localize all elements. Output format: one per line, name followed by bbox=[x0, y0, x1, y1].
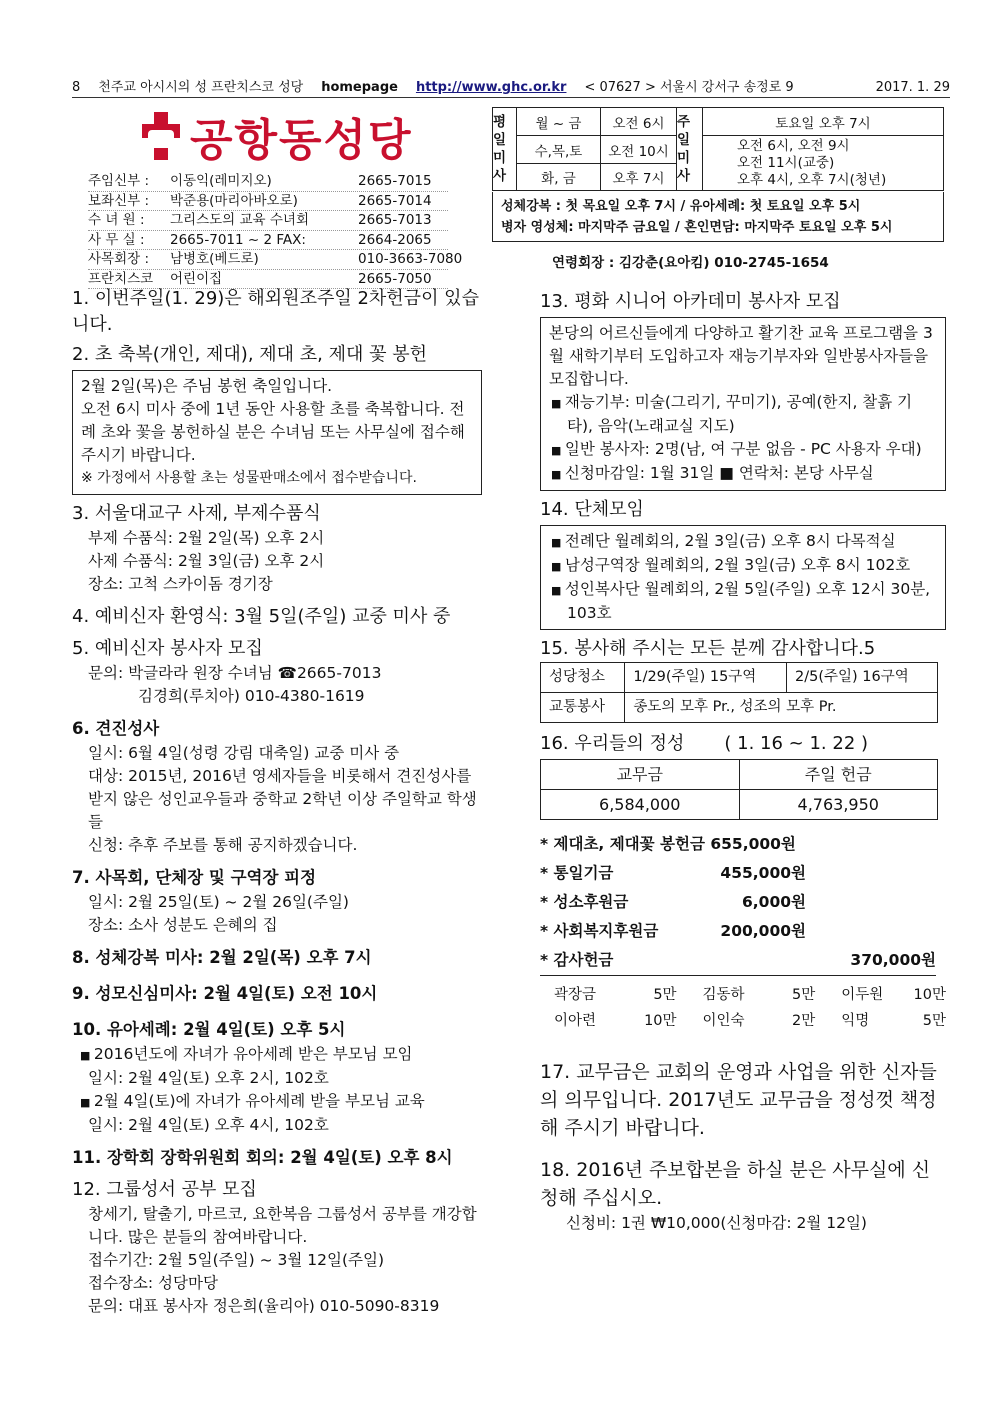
weekday-day-3: 화, 금 bbox=[517, 164, 601, 190]
table-cell: 4,763,950 bbox=[739, 790, 938, 820]
notice-5-title: 5. 예비신자 봉사자 모집 bbox=[72, 638, 263, 659]
table-cell: 1/29(주일) 15구역 bbox=[625, 663, 787, 693]
staff-role: 사 무 실 : bbox=[88, 231, 145, 248]
notice-16-range: ( 1. 16 ~ 1. 22 ) bbox=[724, 733, 869, 754]
donor-name: 김동하 bbox=[702, 987, 745, 1003]
offering-item: * 통일기금 455,000원 bbox=[540, 864, 806, 882]
notice-7-title: 7. 사목회, 단체장 및 구역장 피정 bbox=[72, 868, 317, 887]
notice-6-title: 6. 견진성사 bbox=[72, 719, 160, 738]
logo-text: 공항동성당 bbox=[190, 115, 413, 166]
thanks-total: 370,000원 bbox=[850, 951, 936, 969]
staff-row bbox=[88, 250, 463, 270]
donor-amount: 5만 bbox=[653, 987, 677, 1003]
notice-7-line-1: 일시: 2월 25일(토) ~ 2월 26일(주일) bbox=[88, 893, 349, 911]
page-number: 8 bbox=[72, 80, 81, 95]
notice-18-fee: 신청비: 1권 ₩10,000(신청마감: 2월 12일) bbox=[566, 1214, 867, 1232]
staff-row bbox=[88, 231, 448, 251]
notice-13-title: 13. 평화 시니어 아카데미 봉사자 모집 bbox=[540, 291, 841, 312]
notice-12-line-2: 접수기간: 2월 5일(주일) ~ 3월 12일(주일) bbox=[88, 1251, 385, 1269]
notice-5-line-1: 문의: 박글라라 원장 수녀님 ☎2665-7013 bbox=[88, 664, 382, 682]
notice-16-title bbox=[540, 731, 946, 757]
notice-4: 4. 예비신자 환영식: 3월 5일(주일) 교중 미사 중 bbox=[72, 606, 451, 627]
left-column bbox=[72, 282, 482, 1318]
header-bar bbox=[72, 78, 950, 98]
staff-name: 그리스도의 교육 수녀회 bbox=[170, 212, 309, 228]
notice-13-box bbox=[540, 317, 946, 491]
staff-phone: 2665-7050 bbox=[358, 270, 432, 287]
staff-name: 박준용(마리아바오로) bbox=[170, 192, 298, 209]
staff-phone: 010-3663-7080 bbox=[358, 251, 463, 267]
notice-2-note: ※ 가정에서 사용할 초는 성물판매소에서 접수받습니다. bbox=[81, 470, 417, 486]
notice-13-item-3: ■ 신청마감일: 1월 31일 ■ 연락처: 본당 사무실 bbox=[549, 462, 937, 486]
staff-role: 프란치스코 bbox=[88, 270, 154, 287]
volunteer-table bbox=[540, 662, 938, 723]
address: < 07627 > 서울시 강서구 송정로 9 bbox=[584, 80, 794, 95]
notice-14-item-2: ■ 남성구역장 월례회의, 2월 3일(금) 오후 8시 102호 bbox=[549, 554, 937, 578]
sacrament-notes bbox=[492, 192, 944, 242]
notice-6-line-1: 일시: 6월 4일(성령 강림 대축일) 교중 미사 중 bbox=[88, 744, 400, 762]
offering-item: * 성소후원금 6,000원 bbox=[540, 893, 806, 911]
donor-amount: 5만 bbox=[791, 987, 816, 1003]
notice-6-line-3: 신청: 추후 주보를 통해 공지하겠습니다. bbox=[88, 836, 358, 854]
notice-2-line-1: 2월 2일(목)은 주님 봉헌 축일입니다. bbox=[81, 377, 333, 395]
sunday-mass-label: 주일미사 bbox=[677, 108, 703, 190]
weekday-day-2: 수,목,토 bbox=[517, 136, 601, 164]
notice-2-title: 2. 초 축복(개인, 제대), 제대 초, 제대 꽃 봉헌 bbox=[72, 344, 427, 365]
right-column bbox=[540, 285, 946, 1235]
notice-12-line-3: 접수장소: 성당마당 bbox=[88, 1274, 218, 1292]
homepage-label: homepage bbox=[321, 80, 398, 95]
notice-2-line-2: 오전 6시 미사 중에 1년 동안 사용할 초를 축복합니다. 전례 초와 꽃을 봉헌하실 분은 수녀님 또는 사무실에 접수해 주시기 바랍니다. bbox=[81, 400, 465, 464]
notice-12-title: 12. 그룹성서 공부 모집 bbox=[72, 1179, 257, 1200]
staff-row bbox=[88, 211, 448, 231]
notice-18: 18. 2016년 주보합본을 하실 분은 사무실에 신청해 주십시오. bbox=[540, 1159, 931, 1209]
notice-13-item-2: ■ 일반 봉사자: 2명(남, 여 구분 없음 - PC 사용자 우대) bbox=[549, 438, 937, 462]
sacrament-note-1: 성체강복 : 첫 목요일 오후 7시 / 유아세례: 첫 토요일 오후 5시 bbox=[501, 199, 861, 214]
sunday-time-2: 오전 11시(교중) bbox=[737, 155, 835, 171]
sunday-time-1: 오전 6시, 오전 9시 bbox=[737, 138, 850, 154]
notice-7-line-2: 장소: 소사 성분도 은혜의 집 bbox=[88, 916, 278, 934]
sunday-time-3: 오후 4시, 오후 7시(청년) bbox=[737, 172, 887, 188]
notice-16-label: 16. 우리들의 정성 bbox=[540, 733, 685, 754]
notice-13-item-1: ■ 재능기부: 미술(그리기, 꾸미기), 공예(한지, 찰흙 기타), 음악(노래교실 지도) bbox=[549, 391, 937, 438]
weekday-mass-label: 평일미사 bbox=[493, 108, 517, 190]
donor-name: 이두원 bbox=[841, 987, 884, 1003]
staff-name: 2665-7011 ~ 2 FAX: bbox=[170, 231, 306, 248]
notice-8: 8. 성체강복 미사: 2월 2일(목) 오후 7시 bbox=[72, 948, 372, 967]
notice-10-item-2: ■ 2월 4일(토)에 자녀가 유아세례 받을 부모님 교육 bbox=[78, 1090, 482, 1114]
sunday-saturday-evening: 토요일 오후 7시 bbox=[703, 108, 943, 136]
sacrament-note-2: 병자 영성체: 마지막주 금요일 / 혼인면담: 마지막주 토요일 오후 5시 bbox=[501, 220, 893, 235]
notice-14-item-1: ■ 전례단 월례회의, 2월 3일(금) 오후 8시 다목적실 bbox=[549, 530, 937, 554]
table-row bbox=[541, 760, 938, 790]
donor-amount: 5만 bbox=[922, 1013, 946, 1029]
notice-10-item-1: ■ 2016년도에 자녀가 유아세례 받은 부모님 모임 bbox=[78, 1043, 482, 1067]
offering-item: * 제대초, 제대꽃 봉헌금 655,000원 bbox=[540, 835, 796, 853]
staff-row bbox=[88, 172, 448, 192]
table-cell: 2/5(주일) 16구역 bbox=[786, 663, 937, 693]
staff-role: 사목회장 : bbox=[88, 251, 150, 267]
parish-logo bbox=[140, 104, 413, 168]
cross-icon bbox=[140, 110, 182, 162]
weekday-time-3: 오후 7시 bbox=[601, 164, 677, 190]
staff-phone: 2665-7014 bbox=[358, 192, 432, 209]
staff-phone: 2665-7013 bbox=[358, 212, 432, 228]
table-row bbox=[541, 693, 938, 723]
table-header: 주일 헌금 bbox=[739, 760, 938, 790]
issue-date: 2017. 1. 29 bbox=[875, 80, 950, 95]
donor-amount: 10만 bbox=[644, 1013, 677, 1029]
notice-2-box bbox=[72, 370, 482, 495]
notice-6-line-2: 대상: 2015년, 2016년 영세자들을 비롯해서 견진성사를 받지 않은 성인교우들과 중학교 2학년 이상 주일학교 학생들 bbox=[88, 767, 477, 831]
notice-5-line-2: 김경희(루치아) 010-4380-1619 bbox=[138, 687, 365, 705]
notice-10-line-1: 일시: 2월 4일(토) 오후 2시, 102호 bbox=[88, 1069, 329, 1087]
staff-name: 남병호(베드로) bbox=[170, 251, 259, 267]
notice-11: 11. 장학회 장학위원회 회의: 2월 4일(토) 오후 8시 bbox=[72, 1148, 453, 1167]
weekday-time-2: 오전 10시 bbox=[601, 136, 677, 164]
offering-item: * 사회복지후원금 200,000원 bbox=[540, 922, 806, 940]
staff-phone: 2665-7015 bbox=[358, 173, 432, 189]
staff-role: 주임신부 : bbox=[88, 173, 150, 189]
offering-list bbox=[540, 830, 946, 976]
thanks-donors bbox=[554, 982, 946, 1034]
offering-table bbox=[540, 759, 938, 820]
donor-row bbox=[554, 982, 946, 1008]
notice-15-title: 15. 봉사해 주시는 모든 분께 감사합니다.5 bbox=[540, 638, 876, 659]
thanks-offering bbox=[540, 946, 936, 976]
table-row bbox=[541, 790, 938, 820]
notice-3-line-2: 사제 수품식: 2월 3일(금) 오후 2시 bbox=[88, 552, 325, 570]
staff-role: 수 녀 원 : bbox=[88, 212, 145, 228]
notice-14-item-3: ■ 성인복사단 월례회의, 2월 5일(주일) 오후 12시 30분, 103호 bbox=[549, 578, 937, 625]
notice-14-box bbox=[540, 525, 946, 630]
notice-12-line-4: 문의: 대표 봉사자 정은희(율리아) 010-5090-8319 bbox=[88, 1297, 440, 1315]
table-cell: 종도의 모후 Pr., 성조의 모후 Pr. bbox=[625, 693, 938, 723]
notice-3-line-1: 부제 수품식: 2월 2일(목) 오후 2시 bbox=[88, 529, 325, 547]
thanks-label: * 감사헌금 bbox=[540, 951, 614, 969]
donor-name: 이인숙 bbox=[702, 1013, 745, 1029]
table-header: 교무금 bbox=[541, 760, 740, 790]
sunday-times bbox=[737, 138, 886, 189]
mass-schedule bbox=[492, 107, 944, 191]
donor-row bbox=[554, 1008, 946, 1034]
notice-3-title: 3. 서울대교구 사제, 부제수품식 bbox=[72, 503, 321, 524]
notice-12-line-1: 창세기, 탈출기, 마르코, 요한복음 그룹성서 공부를 개강합니다. 많은 분들의 참여바랍니다. bbox=[88, 1205, 477, 1246]
table-row bbox=[541, 663, 938, 693]
notice-10-title: 10. 유아세례: 2월 4일(토) 오후 5시 bbox=[72, 1020, 346, 1039]
weekday-day-1: 월 ~ 금 bbox=[517, 108, 601, 136]
funeral-committee-chair: 연령회장 : 김강춘(요아킴) 010-2745-1654 bbox=[552, 255, 829, 271]
donor-name: 이아련 bbox=[554, 1013, 597, 1029]
staff-role: 보좌신부 : bbox=[88, 192, 150, 209]
staff-directory bbox=[88, 172, 463, 289]
staff-phone: 2664-2065 bbox=[358, 231, 432, 248]
staff-name: 어린이집 bbox=[170, 270, 223, 287]
notice-1: 1. 이번주일(1. 29)은 해외원조주일 2차헌금이 있습니다. bbox=[72, 288, 479, 335]
notice-17: 17. 교무금은 교회의 운영과 사업을 위한 신자들의 의무입니다. 2017년도 교무금을 정성껏 책정해 주시기 바랍니다. bbox=[540, 1061, 937, 1139]
weekday-time-1: 오전 6시 bbox=[601, 108, 677, 136]
parish-name: 천주교 아시시의 성 프란치스코 성당 bbox=[98, 80, 304, 95]
notice-10-line-2: 일시: 2월 4일(토) 오후 4시, 102호 bbox=[88, 1116, 329, 1134]
notice-3-line-3: 장소: 고척 스카이돔 경기장 bbox=[88, 575, 273, 593]
staff-row bbox=[88, 192, 448, 212]
donor-name: 곽장금 bbox=[554, 987, 597, 1003]
homepage-link[interactable]: http://www.ghc.or.kr bbox=[415, 80, 567, 95]
notice-13-intro: 본당의 어르신들에게 다양하고 활기찬 교육 프로그램을 3월 새학기부터 도입하고자 재능기부자와 일반봉사자들을 모집합니다. bbox=[549, 324, 933, 388]
table-cell: 6,584,000 bbox=[541, 790, 740, 820]
table-cell: 교통봉사 bbox=[541, 693, 625, 723]
notice-9: 9. 성모신심미사: 2월 4일(토) 오전 10시 bbox=[72, 984, 378, 1003]
staff-name: 이동익(레미지오) bbox=[170, 173, 272, 189]
notice-14-title: 14. 단체모임 bbox=[540, 499, 644, 520]
donor-amount: 2만 bbox=[791, 1013, 816, 1029]
donor-amount: 10만 bbox=[913, 987, 946, 1003]
table-cell: 성당청소 bbox=[541, 663, 625, 693]
donor-name: 익명 bbox=[841, 1013, 870, 1029]
